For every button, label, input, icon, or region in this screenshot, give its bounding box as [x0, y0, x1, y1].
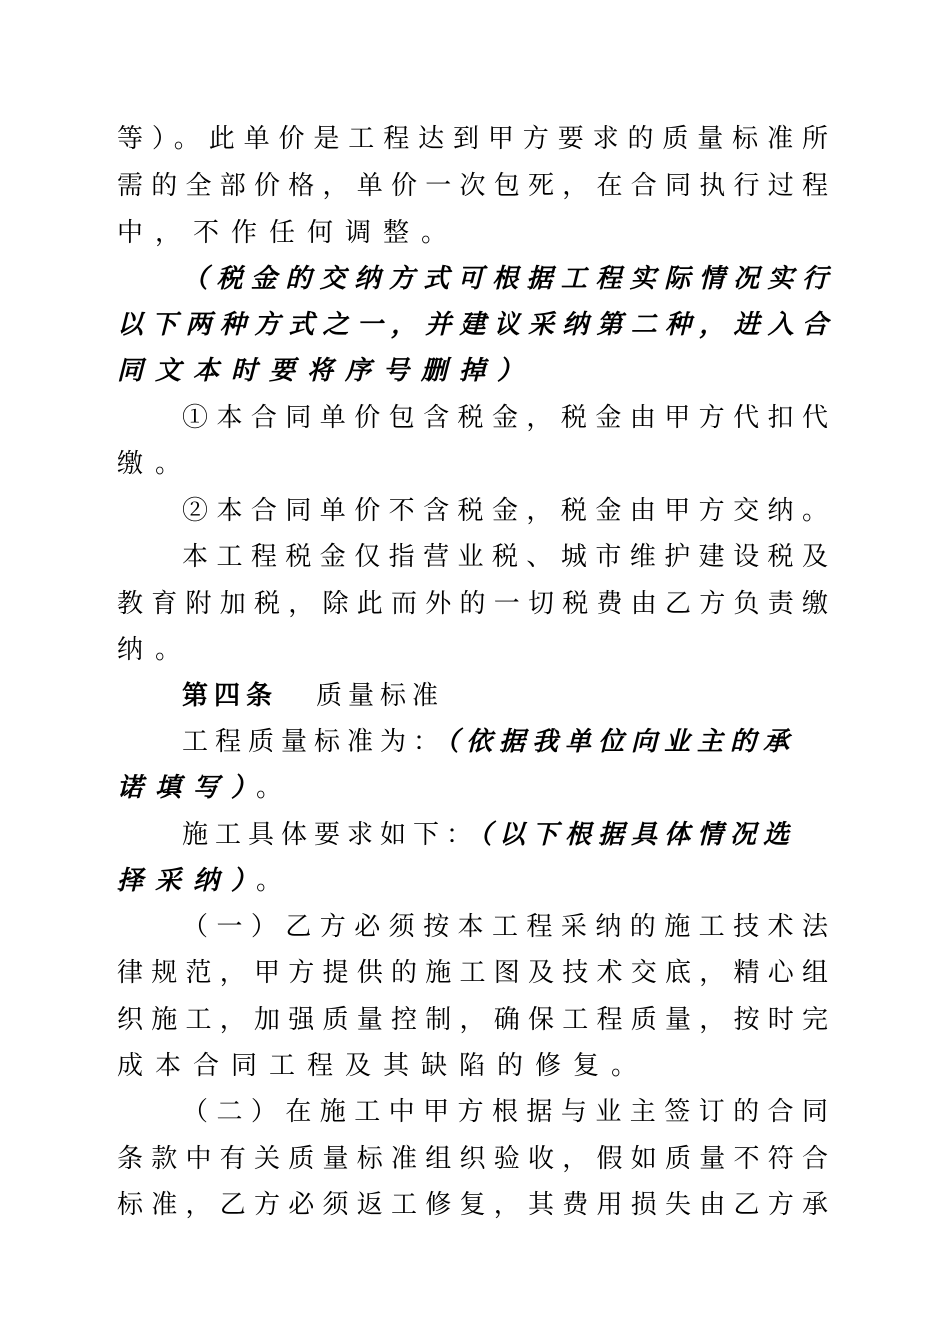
article-number: 第四条: [182, 681, 279, 711]
text-segment: 。: [256, 866, 295, 896]
text-line: 纳。: [117, 635, 194, 665]
text-line: 标准，乙方必须返工修复，其费用损失由乙方承: [117, 1190, 830, 1220]
text-line: [182, 812, 830, 858]
text-line: 需的全部价格，单价一次包死，在合同执行过程: [117, 171, 830, 201]
text-line: [117, 765, 830, 811]
text-line: ①本合同单价包含税金，税金由甲方代扣代: [182, 403, 830, 433]
text-line: （二）在施工中甲方根据与业主签订的合同: [182, 1097, 830, 1127]
text-line: 条款中有关质量标准组织验收，假如质量不符合: [117, 1144, 830, 1174]
text-line: 成本合同工程及其缺陷的修复。: [117, 1051, 650, 1081]
text-line: 律规范，甲方提供的施工图及技术交底，精心组: [117, 958, 830, 988]
text-line: [182, 719, 830, 765]
note-segment: 诺填写）: [117, 773, 257, 803]
text-segment: 工程质量标准为：: [182, 727, 447, 757]
text-line: （一）乙方必须按本工程采纳的施工技术法: [182, 912, 830, 942]
note-segment: （以下根据具体情况选: [479, 820, 797, 850]
note-line: 同文本时要将序号删掉）: [117, 356, 536, 386]
text-segment: 施工具体要求如下：: [182, 820, 480, 850]
note-line: （税金的交纳方式可根据工程实际情况实行: [182, 264, 830, 294]
article-heading: [182, 673, 830, 719]
note-segment: （依据我单位向业主的承: [446, 727, 797, 757]
text-line: 本工程税金仅指营业税、城市维护建设税及: [182, 542, 830, 572]
text-line: 缴。: [117, 449, 194, 479]
text-line: 中，不作任何调整。: [117, 218, 460, 248]
article-title: 质量标准: [316, 681, 445, 711]
text-line: 教育附加税，除此而外的一切税费由乙方负责缴: [117, 589, 830, 619]
text-line: 等）。此单价是工程达到甲方要求的质量标准所: [117, 124, 830, 154]
text-line: 织施工，加强质量控制，确保工程质量，按时完: [117, 1005, 830, 1035]
note-segment: 择采纳）: [117, 866, 257, 896]
text-line: ②本合同单价不含税金，税金由甲方交纳。: [182, 496, 830, 526]
note-line: 以下两种方式之一，并建议采纳第二种，进入合: [117, 310, 830, 340]
text-line: [117, 858, 830, 904]
text-segment: 。: [256, 773, 295, 803]
